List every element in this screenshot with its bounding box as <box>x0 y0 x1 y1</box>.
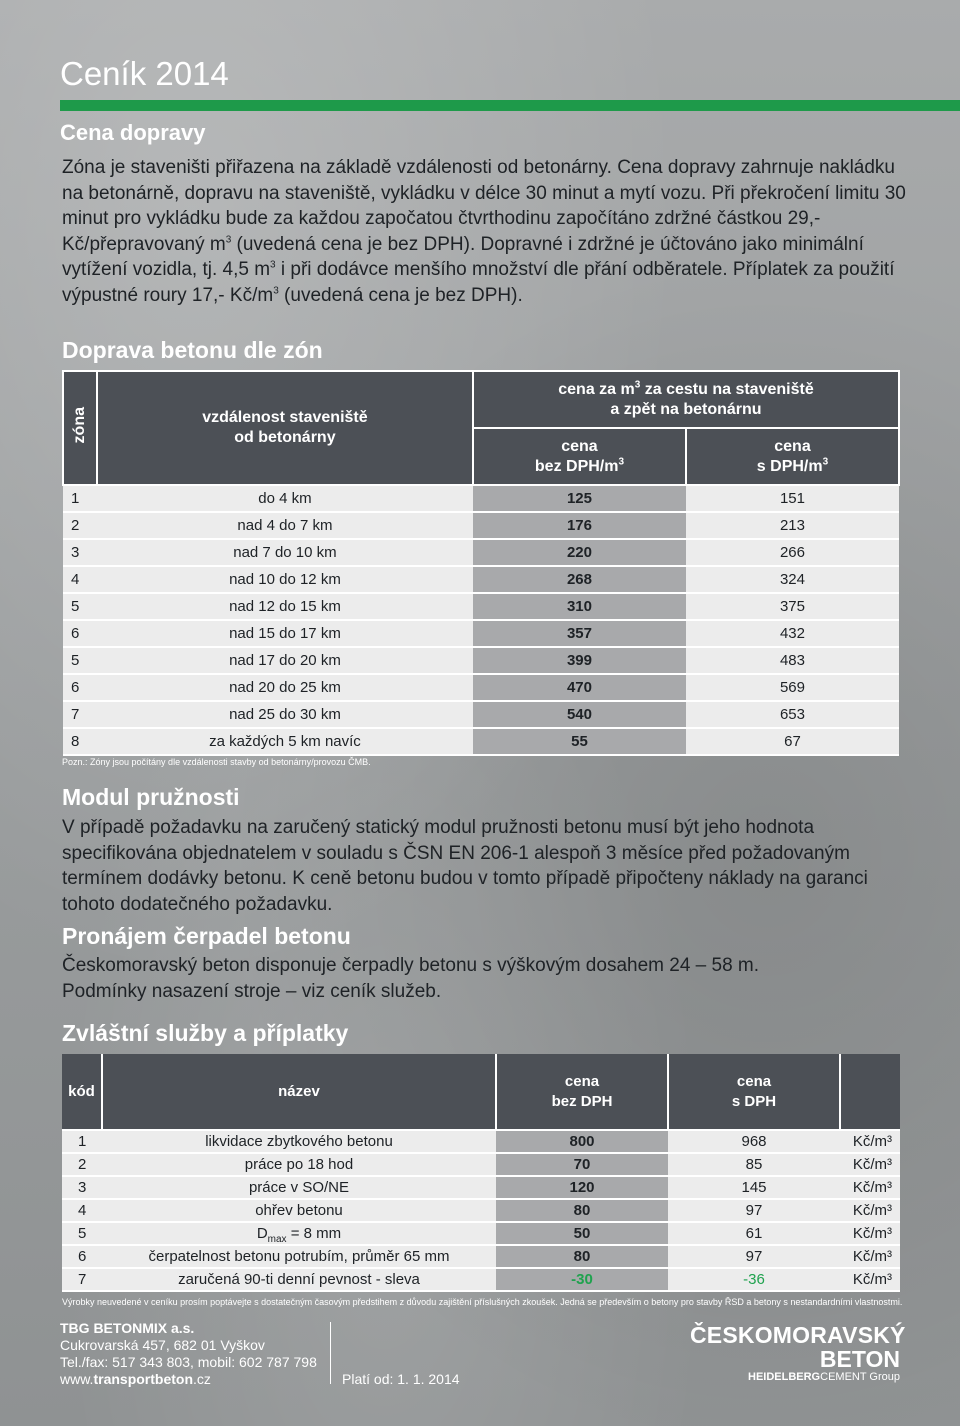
cell-unit: Kč/m³ <box>840 1130 900 1153</box>
footer-address: Cukrovarská 457, 682 01 Vyškov <box>60 1337 265 1353</box>
col-header-distance <box>97 371 473 485</box>
col-header-net <box>496 1054 668 1130</box>
dmax-rest: = 8 mm <box>286 1225 342 1242</box>
green-accent-bar <box>60 100 960 111</box>
cell-zone: 3 <box>63 539 97 566</box>
price-group-l2: a zpět na betonárnu <box>610 400 762 418</box>
table-row <box>63 485 899 512</box>
cell-zone: 6 <box>63 620 97 647</box>
cell-unit: Kč/m³ <box>840 1245 900 1268</box>
cena-dopravy-paragraph <box>62 155 912 308</box>
cell-gross: 145 <box>668 1176 840 1199</box>
cell-net: 220 <box>473 539 686 566</box>
cell-code: 1 <box>62 1130 102 1153</box>
cell-distance: nad 20 do 25 km <box>97 674 473 701</box>
cell-zone: 2 <box>63 512 97 539</box>
cell-code: 5 <box>62 1222 102 1245</box>
cell-distance: za každých 5 km navíc <box>97 728 473 755</box>
superscript: 3 <box>273 285 279 297</box>
col-header-unit <box>840 1054 900 1130</box>
cell-net: -30 <box>496 1268 668 1291</box>
cell-unit: Kč/m³ <box>840 1199 900 1222</box>
cell-distance: nad 15 do 17 km <box>97 620 473 647</box>
cell-net: 120 <box>496 1176 668 1199</box>
cell-code: 2 <box>62 1153 102 1176</box>
cell-net: 80 <box>496 1199 668 1222</box>
cell-code: 6 <box>62 1245 102 1268</box>
cell-gross: 569 <box>686 674 899 701</box>
web-suffix: .cz <box>193 1371 211 1387</box>
cell-distance: nad 25 do 30 km <box>97 701 473 728</box>
cell-unit: Kč/m³ <box>840 1222 900 1245</box>
cell-net: 470 <box>473 674 686 701</box>
superscript: 3 <box>822 456 829 468</box>
col-header-net <box>473 428 686 485</box>
pronajem-line1: Českomoravský beton disponuje čerpadly betonu s výškovým dosahem 24 – 58 m. <box>62 955 760 976</box>
footer-divider <box>330 1322 331 1384</box>
footer-web-link[interactable] <box>60 1371 317 1388</box>
table-row <box>62 1153 900 1176</box>
cell-net: 800 <box>496 1130 668 1153</box>
section-heading-cena-dopravy: Cena dopravy <box>60 120 206 145</box>
section-heading-pronajem: Pronájem čerpadel betonu <box>62 923 351 949</box>
cell-net: 399 <box>473 647 686 674</box>
col-header-distance-l2: od betonárny <box>234 429 336 446</box>
web-prefix: www. <box>60 1371 94 1387</box>
services-table <box>62 1054 900 1292</box>
cell-code: 3 <box>62 1176 102 1199</box>
cell-name: likvidace zbytkového betonu <box>102 1130 496 1153</box>
logo-cement-group: CEMENT Group <box>820 1371 900 1383</box>
zone-table-note: Pozn.: Zóny jsou počítány dle vzdálenosti stavby od betonárny/provozu ČMB. <box>62 757 371 767</box>
cell-unit: Kč/m³ <box>840 1268 900 1291</box>
cell-net: 80 <box>496 1245 668 1268</box>
cell-distance: nad 10 do 12 km <box>97 566 473 593</box>
col-header-zone-label: zóna <box>70 406 88 444</box>
cell-code: 4 <box>62 1199 102 1222</box>
col-header-zone <box>63 371 97 485</box>
cell-zone: 5 <box>63 593 97 620</box>
net-l1: cena <box>561 437 598 455</box>
cell-gross: 375 <box>686 593 899 620</box>
cell-net: 310 <box>473 593 686 620</box>
cell-zone: 1 <box>63 485 97 512</box>
cell-code: 7 <box>62 1268 102 1291</box>
cell-net: 55 <box>473 728 686 755</box>
table-row <box>62 1176 900 1199</box>
cell-unit: Kč/m³ <box>840 1153 900 1176</box>
footer-phone: Tel./fax: 517 343 803, mobil: 602 787 798 <box>60 1354 317 1370</box>
table-row <box>63 620 899 647</box>
cell-gross: 97 <box>668 1245 840 1268</box>
cell-net: 50 <box>496 1222 668 1245</box>
dmax-sub: max <box>267 1234 287 1245</box>
cell-net: 70 <box>496 1153 668 1176</box>
modul-paragraph: V případě požadavku na zaručený statický modul pružnosti betonu musí být jeho hodnota specifikována objednatelem v souladu s ČSN EN 206-1 alespoň 3 měsíce před požadovaným termínem dodávky betonu. K ceně betonu budou v tomto případě připočteny náklady na garanci tohoto dodatečného požadavku. <box>62 817 868 915</box>
cell-distance: nad 12 do 15 km <box>97 593 473 620</box>
col-header-gross <box>668 1054 840 1130</box>
superscript: 3 <box>618 456 625 468</box>
dmax-d: D <box>256 1225 268 1242</box>
cell-gross: 85 <box>668 1153 840 1176</box>
cell-net: 357 <box>473 620 686 647</box>
col-header-gross <box>686 428 899 485</box>
zone-price-table <box>62 370 900 756</box>
superscript: 3 <box>270 259 276 271</box>
table-row <box>63 674 899 701</box>
cell-zone: 5 <box>63 647 97 674</box>
cell-zone: 8 <box>63 728 97 755</box>
page-title: Ceník 2014 <box>60 55 229 92</box>
cell-net: 125 <box>473 485 686 512</box>
text-segment: (uvedená cena je bez DPH). <box>278 284 523 306</box>
cell-gross: 483 <box>686 647 899 674</box>
logo-line1: ČESKOMORAVSKÝ <box>690 1322 906 1348</box>
pronajem-paragraph <box>62 953 912 1004</box>
cell-distance: nad 17 do 20 km <box>97 647 473 674</box>
cell-net: 540 <box>473 701 686 728</box>
cell-name: práce v SO/NE <box>102 1176 496 1199</box>
cell-name <box>102 1222 496 1245</box>
cell-gross: 324 <box>686 566 899 593</box>
text-segment: i při dodávce menšího množství dle přání odběratele. Příplatek za použití výpustné roury 17,- Kč/m <box>62 259 895 306</box>
cell-gross: 97 <box>668 1199 840 1222</box>
cell-gross: 67 <box>686 728 899 755</box>
cell-distance: do 4 km <box>97 485 473 512</box>
net-l2: bez DPH/m <box>534 457 619 475</box>
cell-zone: 4 <box>63 566 97 593</box>
cell-gross: 968 <box>668 1130 840 1153</box>
cell-gross: -36 <box>668 1268 840 1291</box>
superscript: 3 <box>634 379 641 391</box>
cell-name: čerpatelnost betonu potrubím, průměr 65 mm <box>102 1245 496 1268</box>
table-row <box>63 701 899 728</box>
cell-zone: 6 <box>63 674 97 701</box>
table-row <box>62 1245 900 1268</box>
cell-gross: 432 <box>686 620 899 647</box>
cell-name: ohřev betonu <box>102 1199 496 1222</box>
cell-distance: nad 7 do 10 km <box>97 539 473 566</box>
table-row <box>63 728 899 755</box>
gross-l2: s DPH/m <box>756 457 823 475</box>
table-row <box>63 539 899 566</box>
col-header-name: název <box>102 1054 496 1130</box>
company-logo <box>690 1322 906 1384</box>
footer-company: TBG BETONMIX a.s. <box>60 1320 195 1336</box>
net-l2: bez DPH <box>551 1092 613 1110</box>
text-segment: (uvedená cena je bez DPH). Dopravné i zdržné je účtováno jako minimální vytížení vozidla, tj. 4,5 m <box>62 233 864 280</box>
footer-contact <box>60 1320 317 1388</box>
col-header-price-group <box>473 371 899 428</box>
section-heading-modul: Modul pružnosti <box>62 784 240 810</box>
col-header-code: kód <box>62 1054 102 1130</box>
table-row <box>62 1268 900 1291</box>
cell-name: zaručená 90-ti denní pevnost - sleva <box>102 1268 496 1291</box>
cell-gross: 213 <box>686 512 899 539</box>
cell-distance: nad 4 do 7 km <box>97 512 473 539</box>
gross-l2: s DPH <box>731 1092 777 1110</box>
table-row <box>63 512 899 539</box>
pronajem-line2: Podmínky nasazení stroje – viz ceník služeb. <box>62 980 442 1002</box>
superscript: 3 <box>225 234 232 246</box>
gross-l1: cena <box>774 437 811 455</box>
cell-net: 268 <box>473 566 686 593</box>
price-group-l1b: za cestu na staveniště <box>640 380 814 398</box>
text-segment: Zóna je staveništi přiřazena na základě vzdálenosti od betonárny. Cena dopravy zahrnuje nakládku na betonárně, dopravu na staveniště, vykládku v délce 30 minut a mytí vozu. Při překročení limitu 30 minut pro vykládku bude za každou započatou čtvrthodinu započítáno zdržné částkou 29,- Kč/přepravovaný m <box>62 157 906 255</box>
logo-heidelberg: HEIDELBERG <box>748 1371 821 1383</box>
cell-name: práce po 18 hod <box>102 1153 496 1176</box>
cell-gross: 151 <box>686 485 899 512</box>
cell-gross: 61 <box>668 1222 840 1245</box>
net-l1: cena <box>564 1072 600 1090</box>
table-row <box>62 1130 900 1153</box>
logo-line2: BETON <box>819 1346 900 1372</box>
valid-from: Platí od: 1. 1. 2014 <box>342 1371 460 1387</box>
web-bold: transportbeton <box>93 1371 194 1387</box>
cell-zone: 7 <box>63 701 97 728</box>
table-row <box>63 647 899 674</box>
cell-gross: 653 <box>686 701 899 728</box>
gross-l1: cena <box>736 1072 772 1090</box>
cell-net: 176 <box>473 512 686 539</box>
table-row <box>63 593 899 620</box>
cell-unit: Kč/m³ <box>840 1176 900 1199</box>
section-heading-doprava-zon: Doprava betonu dle zón <box>62 337 323 363</box>
services-note: Výrobky neuvedené v ceníku prosím poptávejte s dostatečným časovým předstihem z důvodu zajištění příslušných zkoušek. Jedná se především o betony pro stavby ŘSD a betony s nestandardními vlastnostmi. <box>62 1297 903 1307</box>
col-header-distance-l1: vzdálenost staveniště <box>202 409 368 426</box>
price-group-l1: cena za m <box>558 380 635 398</box>
table-row <box>63 566 899 593</box>
section-heading-zvlastni: Zvláštní služby a příplatky <box>62 1020 349 1046</box>
logo-line3 <box>690 1370 900 1384</box>
table-row <box>62 1222 900 1245</box>
cell-gross: 266 <box>686 539 899 566</box>
table-row <box>62 1199 900 1222</box>
